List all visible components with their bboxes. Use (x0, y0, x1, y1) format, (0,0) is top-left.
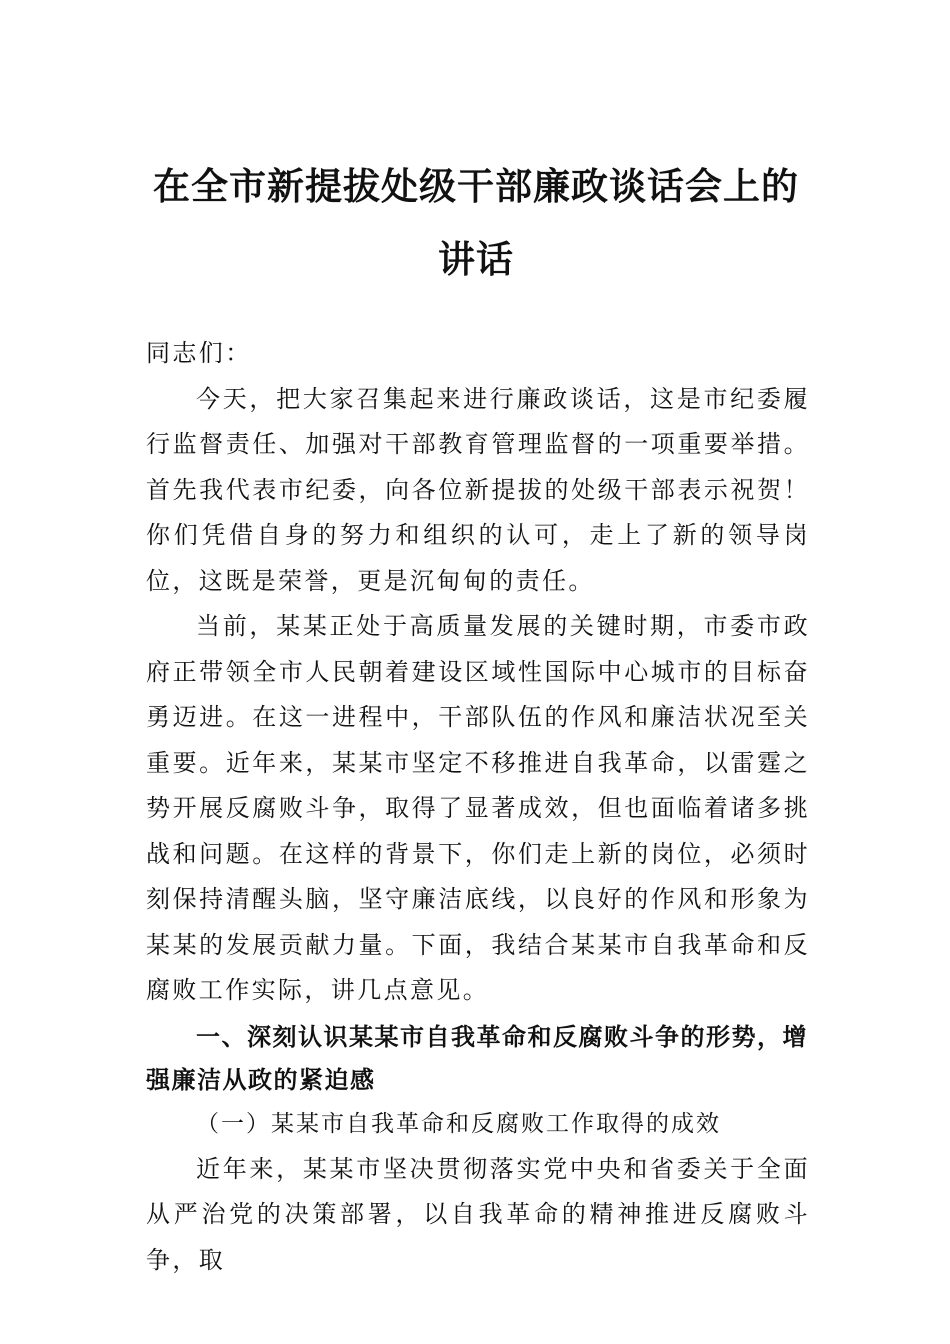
document-body (146, 331, 810, 1283)
paragraph-context: 当前，某某正处于高质量发展的关键时期，市委市政府正带领全市人民朝着建设区域性国际中心城市的目标奋勇迈进。在这一进程中，干部队伍的作风和廉洁状况至关重要。近年来，某某市坚定不移推进自我革命，以雷霆之势开展反腐败斗争，取得了显著成效，但也面临着诸多挑战和问题。在这样的背景下，你们走上新的岗位，必须时刻保持清醒头脑，坚守廉洁底线，以良好的作风和形象为某某的发展贡献力量。下面，我结合某某市自我革命和反腐败工作实际，讲几点意见。 (146, 612, 810, 1004)
subsection-heading: （一）某某市自我革命和反腐败工作取得的成效 (196, 1110, 721, 1137)
paragraph-achievements: 近年来，某某市坚决贯彻落实党中央和省委关于全面从严治党的决策部署，以自我革命的精神推进反腐败斗争，取 (146, 1154, 810, 1274)
document-title: 在全市新提拔处级干部廉政谈话会上的讲话 (153, 164, 799, 281)
paragraph-opening: 今天，把大家召集起来进行廉政谈话，这是市纪委履行监督责任、加强对干部教育管理监督的一项重要举措。首先我代表市纪委，向各位新提拔的处级干部表示祝贺！你们凭借自身的努力和组织的认可，走上了新的领导岗位，这既是荣誉，更是沉甸甸的责任。 (146, 384, 810, 595)
section-heading: 一、深刻认识某某市自我革命和反腐败斗争的形势，增强廉洁从政的紧迫感 (146, 1022, 808, 1094)
salutation: 同志们： (146, 339, 252, 367)
